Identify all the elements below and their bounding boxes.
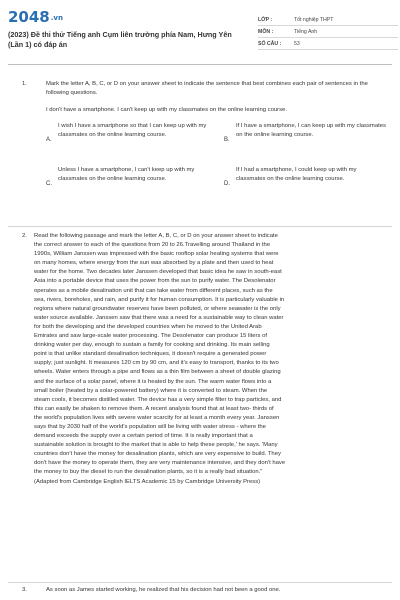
question-3: [22, 586, 390, 595]
document-header: [8, 8, 392, 60]
header-divider: [8, 64, 392, 65]
question-divider: [8, 226, 392, 227]
question-number: 1.: [22, 81, 27, 87]
site-logo[interactable]: 2048.vn: [8, 8, 63, 26]
option-b[interactable]: B. If I have a smartphone, I can keep up with my classmates on the online learning course.: [224, 122, 386, 143]
question-text: As soon as James started working, he realized that his decision had not been a good one.: [46, 587, 281, 593]
meta-row-subject: MÔN : Tiếng Anh: [258, 26, 398, 38]
option-d[interactable]: D. If I had a smartphone, I could keep up with my classmates on the online learning course.: [224, 166, 357, 187]
page-title: (2023) Đề thi thử Tiếng anh Cụm liên trường phía Nam, Hưng Yên (Lần 1) có đáp án: [8, 30, 232, 49]
option-a[interactable]: A. I wish I have a smartphone so that I can keep up with my classmates on the online learning course.: [46, 122, 207, 143]
question-instruction: Mark the letter A, B, C, or D on your answer sheet to indicate the sentence that best combines each pair of sentences in the following questions.: [46, 81, 368, 97]
question-number: 3.: [22, 587, 27, 593]
exam-meta-table: [258, 14, 398, 50]
reading-passage: Read the following passage and mark the letter A, B, C, or D on your answer sheet to indicate the correct answer to each of the questions from 20 to 26.Travelling around Thailand in the 1990s, William Janssen was impressed with the basic rooftop solar heating systems that were on many homes, where energy from the sun was absorbed by a plate and then used to heat water for the home. Two decades later Janssen developed that basic idea he saw in south-east Asia into a portable device that uses the power from the sun to purify water. The Desolenator operates as a mobile desalination unit that can take water from different places, such as the sea, rivers, boreholes, and rain, and purify it for human consumption. It is particularly valuable in regions where natural groundwater reserves have been polluted, or where seawater is the only water source available. Janssen saw that there was a need for a sustainable way to clean water for both the developing and the developed countries when he moved to the United Arab Emirates and saw large-scale water processing. The Desolenator can produce 15 liters of drinking water per day, enough to sustain a family for cooking and drinking. Its main selling point is that unlike standard desalination techniques, it doesn't require a generated power supply; just sunlight. It measures 120 cm by 90 cm, and it's easy to transport, thanks to its two wheels. Water enters through a pipe and flows as a thin film between a sheet of double glazing and the surface of a solar panel, where it is heated by the sun. The warm water flows into a small boiler (heated by a solar-powered battery) where it is converted to steam. When the steam cools, it becomes distilled water. The device has a very simple filter to trap particles, and this can easily be shaken to remove them. A recent analysis found that at least two- thirds of the world's population lives with severe water scarcity for at least a month every year. Janssen says that by 2030 half of the world's population will be living with water stress - where the demand exceeds the supply over a certain period of time. It is really important that a sustainable solution is brought to the market that is able to help these people,' he says. 'Many countries don't have the money for desalination plants, which are very expensive to build. They don't have the money to operate them, they are very maintenance intensive, and they don't have the money to buy the diesel to run the desalination plants, so it is a really bad situation." (Adapted from Cambridge English IELTS Academic 15 by Cambridge University Press): [34, 233, 286, 485]
meta-row-class: LỚP : Tốt nghiệp THPT: [258, 14, 398, 26]
question-number: 2.: [22, 233, 27, 239]
question-prompt: I don't have a smartphone. I can't keep up with my classmates on the online learning course.: [46, 107, 287, 114]
question-2: [22, 232, 390, 487]
meta-row-question-count: SỐ CÂU : 53: [258, 38, 398, 50]
answer-options: [46, 122, 394, 206]
question-divider: [8, 582, 392, 583]
option-c[interactable]: C. Unless I have a smartphone, I can't keep up with my classmates on the online learning course.: [46, 166, 195, 187]
question-1: [22, 80, 390, 206]
